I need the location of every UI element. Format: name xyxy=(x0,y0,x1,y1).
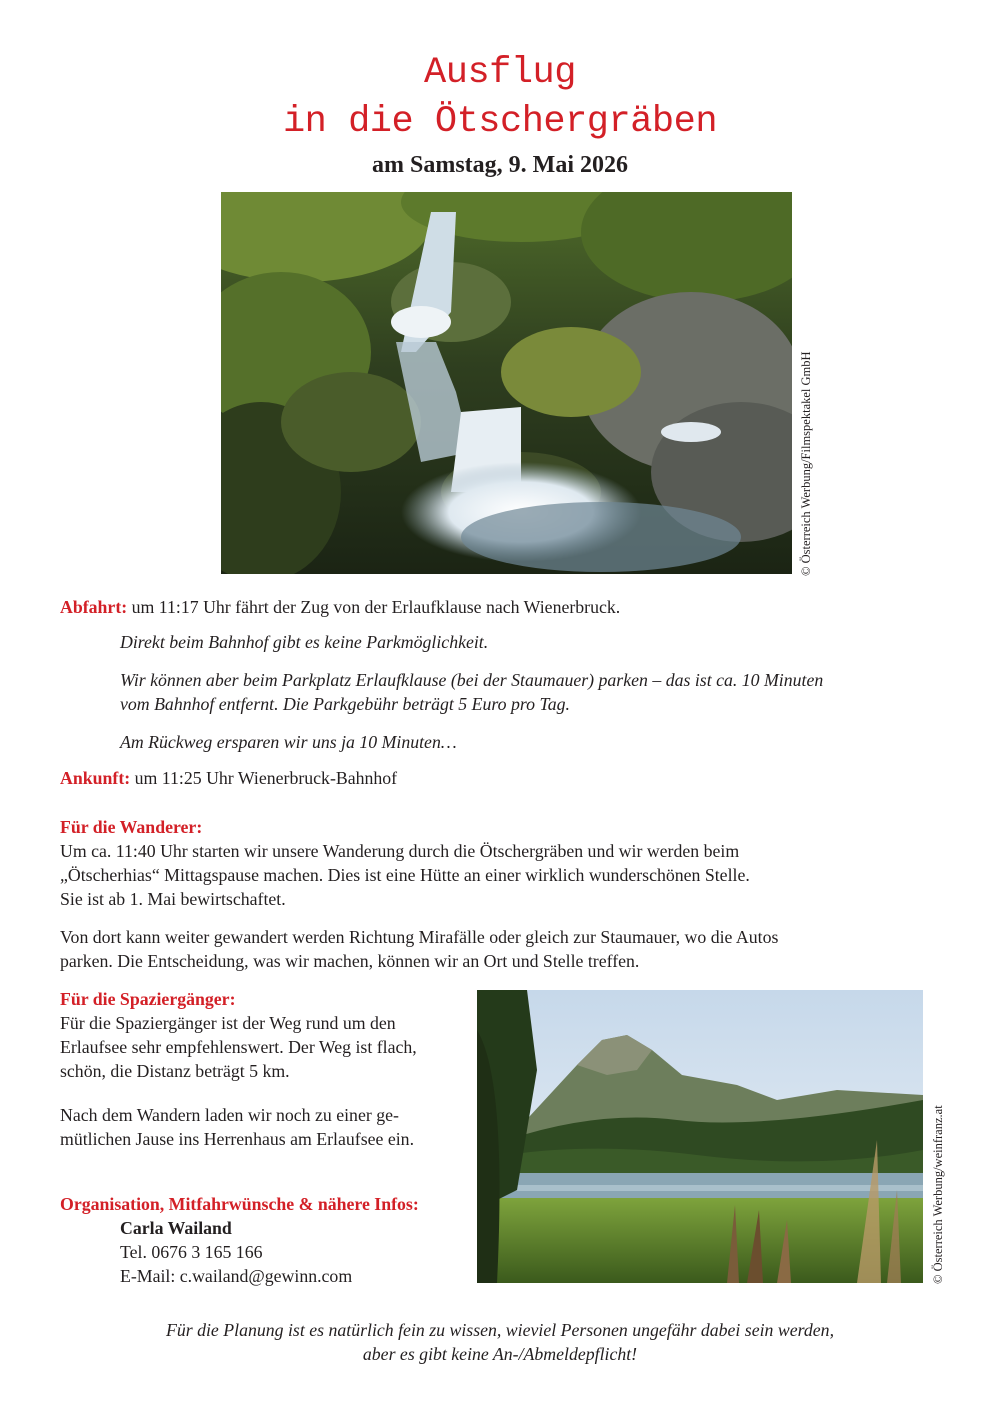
photo-credit-2: © Österreich Werbung/weinfranz.at xyxy=(931,1105,945,1284)
waterfall-photo xyxy=(221,192,792,574)
footer-line-1: Für die Planung ist es natürlich fein zu wissen, wieviel Personen ungefähr dabei sein werden, xyxy=(165,1320,835,1340)
walkers-p1-line1: Für die Spaziergänger ist der Weg rund um den xyxy=(60,1013,396,1033)
hikers-p1-line3: Sie ist ab 1. Mai bewirtschaftet. xyxy=(60,889,286,909)
arrival-line xyxy=(60,766,397,790)
organisation-name: Carla Wailand xyxy=(120,1218,232,1238)
title-line-1: Ausflug xyxy=(424,52,576,94)
title-line-2: in die Ötschergräben xyxy=(282,101,718,143)
organisation-email[interactable]: E-Mail: c.wailand@gewinn.com xyxy=(120,1266,353,1286)
organisation-heading: Organisation, Mitfahrwünsche & nähere Infos: xyxy=(60,1194,419,1214)
departure-note-3: Am Rückweg ersparen wir uns ja 10 Minuten… xyxy=(120,732,457,752)
walkers-p1-line2: Erlaufsee sehr empfehlenswert. Der Weg ist flach, xyxy=(60,1037,417,1057)
arrival-text: um 11:25 Uhr Wienerbruck-Bahnhof xyxy=(130,768,398,788)
departure-line xyxy=(60,595,620,619)
date-line: am Samstag, 9. Mai 2026 xyxy=(372,152,628,178)
walkers-heading: Für die Spaziergänger: xyxy=(60,989,236,1009)
footer-line-2: aber es gibt keine An-/Abmeldepflicht! xyxy=(362,1344,638,1364)
walkers-p1-line3: schön, die Distanz beträgt 5 km. xyxy=(60,1061,290,1081)
hikers-heading: Für die Wanderer: xyxy=(60,817,203,837)
hikers-p1-line2: „Ötscherhias“ Mittagspause machen. Dies ist eine Hütte an einer wirklich wunderschönen Stelle. xyxy=(60,865,750,885)
walkers-p2-line2: mütlichen Jause ins Herrenhaus am Erlaufsee ein. xyxy=(60,1129,415,1149)
arrival-label: Ankunft: xyxy=(60,768,131,788)
departure-text: um 11:17 Uhr fährt der Zug von der Erlaufklause nach Wienerbruck. xyxy=(127,597,621,617)
departure-note-2a: Wir können aber beim Parkplatz Erlaufklause (bei der Staumauer) parken – das ist ca. 10 Minuten xyxy=(120,670,824,690)
hikers-p1-line1: Um ca. 11:40 Uhr starten wir unsere Wanderung durch die Ötschergräben und wir werden beim xyxy=(60,841,740,861)
lake-photo xyxy=(477,990,923,1283)
departure-note-2b: vom Bahnhof entfernt. Die Parkgebühr beträgt 5 Euro pro Tag. xyxy=(120,694,570,714)
walkers-p2-line1: Nach dem Wandern laden wir noch zu einer ge- xyxy=(60,1105,399,1125)
photo-credit-1: © Österreich Werbung/Filmspektakel GmbH xyxy=(799,351,813,576)
hikers-p2-line1: Von dort kann weiter gewandert werden Richtung Mirafälle oder gleich zur Staumauer, wo die Autos xyxy=(60,927,779,947)
departure-label: Abfahrt: xyxy=(60,597,128,617)
departure-note-1: Direkt beim Bahnhof gibt es keine Parkmöglichkeit. xyxy=(120,632,489,652)
organisation-phone: Tel. 0676 3 165 166 xyxy=(120,1242,263,1262)
hikers-p2-line2: parken. Die Entscheidung, was wir machen, können wir an Ort und Stelle treffen. xyxy=(60,951,640,971)
